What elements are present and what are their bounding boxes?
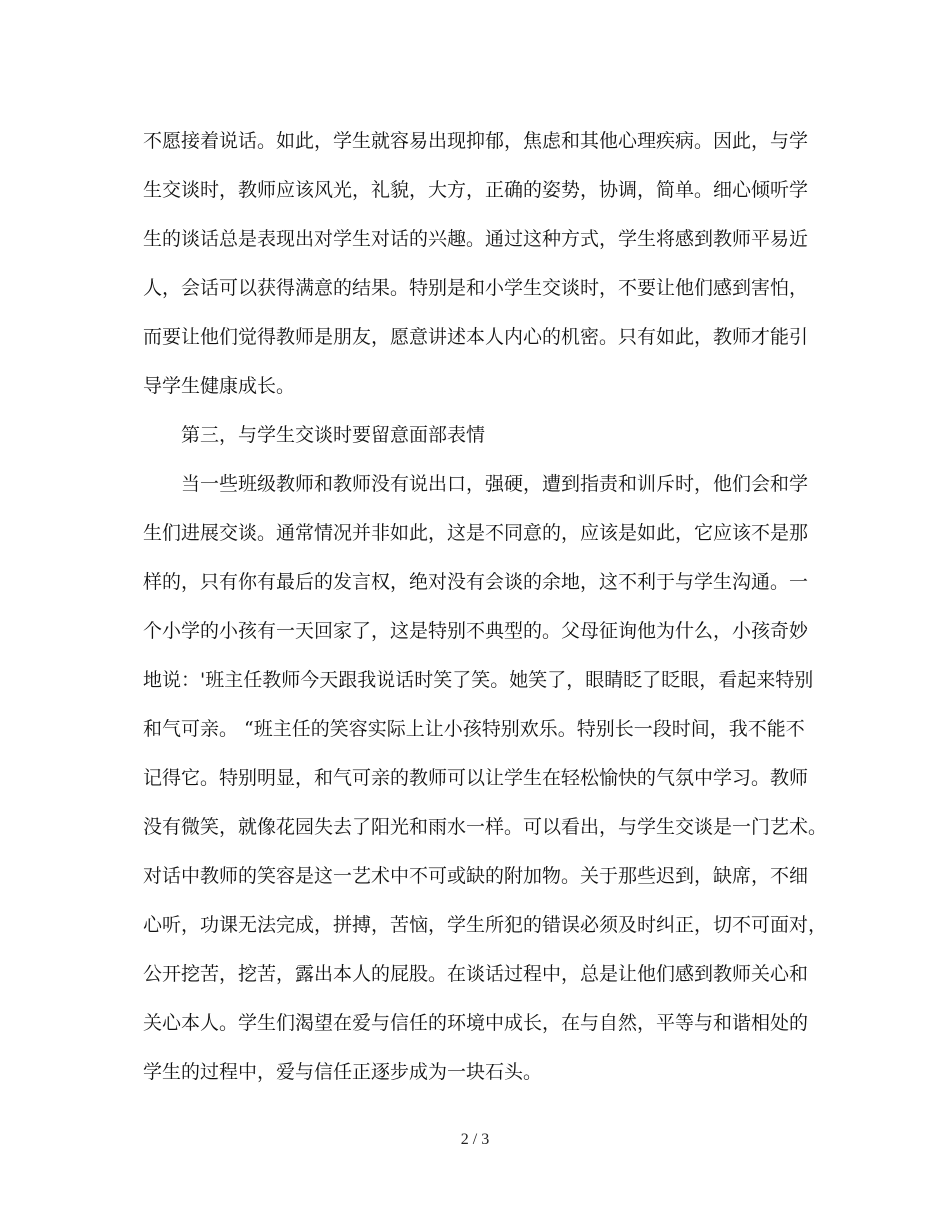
paragraph-line: 人，会话可以获得满意的结果。特别是和小学生交谈时，不要让他们感到害怕，: [143, 277, 809, 299]
paragraph-line: 生们进展交谈。通常情况并非如此，这是不同意的，应该是如此，它应该不是那: [143, 522, 809, 544]
paragraph-line: 没有微笑，就像花园失去了阳光和雨水一样。可以看出，与学生交谈是一门艺术。: [143, 816, 828, 838]
paragraph-line: 导学生健康成长。: [143, 375, 296, 397]
paragraph-line: 当一些班级教师和教师没有说出口，强硬，遭到指责和训斥时，他们会和学: [181, 473, 809, 495]
paragraph-line: 样的，只有你有最后的发言权，绝对没有会谈的余地，这不利于与学生沟通。一: [143, 571, 809, 593]
paragraph-line: 地说：'班主任教师今天跟我说话时笑了笑。她笑了，眼睛眨了眨眼，看起来特别: [143, 669, 814, 691]
paragraph-line: 对话中教师的笑容是这一艺术中不可或缺的附加物。关于那些迟到，缺席，不细: [143, 865, 809, 887]
section-heading: 第三，与学生交谈时要留意面部表情: [181, 424, 486, 446]
paragraph-line: 公开挖苦，挖苦，露出本人的屁股。在谈话过程中，总是让他们感到教师关心和: [143, 963, 809, 985]
page-number: 2 / 3: [460, 1131, 490, 1148]
paragraph-line: 生交谈时，教师应该风光，礼貌，大方，正确的姿势，协调，简单。细心倾听学: [143, 179, 809, 201]
paragraph-line: 记得它。特别明显，和气可亲的教师可以让学生在轻松愉快的气氛中学习。教师: [143, 767, 809, 789]
paragraph-line: 而要让他们觉得教师是朋友，愿意讲述本人内心的机密。只有如此，教师才能引: [143, 326, 809, 348]
paragraph-line: 不愿接着说话。如此，学生就容易出现抑郁，焦虑和其他心理疾病。因此，与学: [143, 130, 809, 152]
paragraph-line: 个小学的小孩有一天回家了，这是特别不典型的。父母征询他为什么，小孩奇妙: [143, 620, 809, 642]
paragraph-line: 学生的过程中，爱与信任正逐步成为一块石头。: [143, 1061, 543, 1083]
body-text: [143, 121, 828, 1101]
paragraph-line: 关心本人。学生们渴望在爱与信任的环境中成长，在与自然，平等与和谐相处的: [143, 1012, 809, 1034]
paragraph-line: 和气可亲。 “班主任的笑容实际上让小孩特别欢乐。特别长一段时间，我不能不: [143, 718, 805, 740]
paragraph-line: 心听，功课无法完成，拼搏，苦恼，学生所犯的错误必须及时纠正，切不可面对，: [143, 914, 828, 936]
paragraph-line: 生的谈话总是表现出对学生对话的兴趣。通过这种方式，学生将感到教师平易近: [143, 228, 809, 250]
